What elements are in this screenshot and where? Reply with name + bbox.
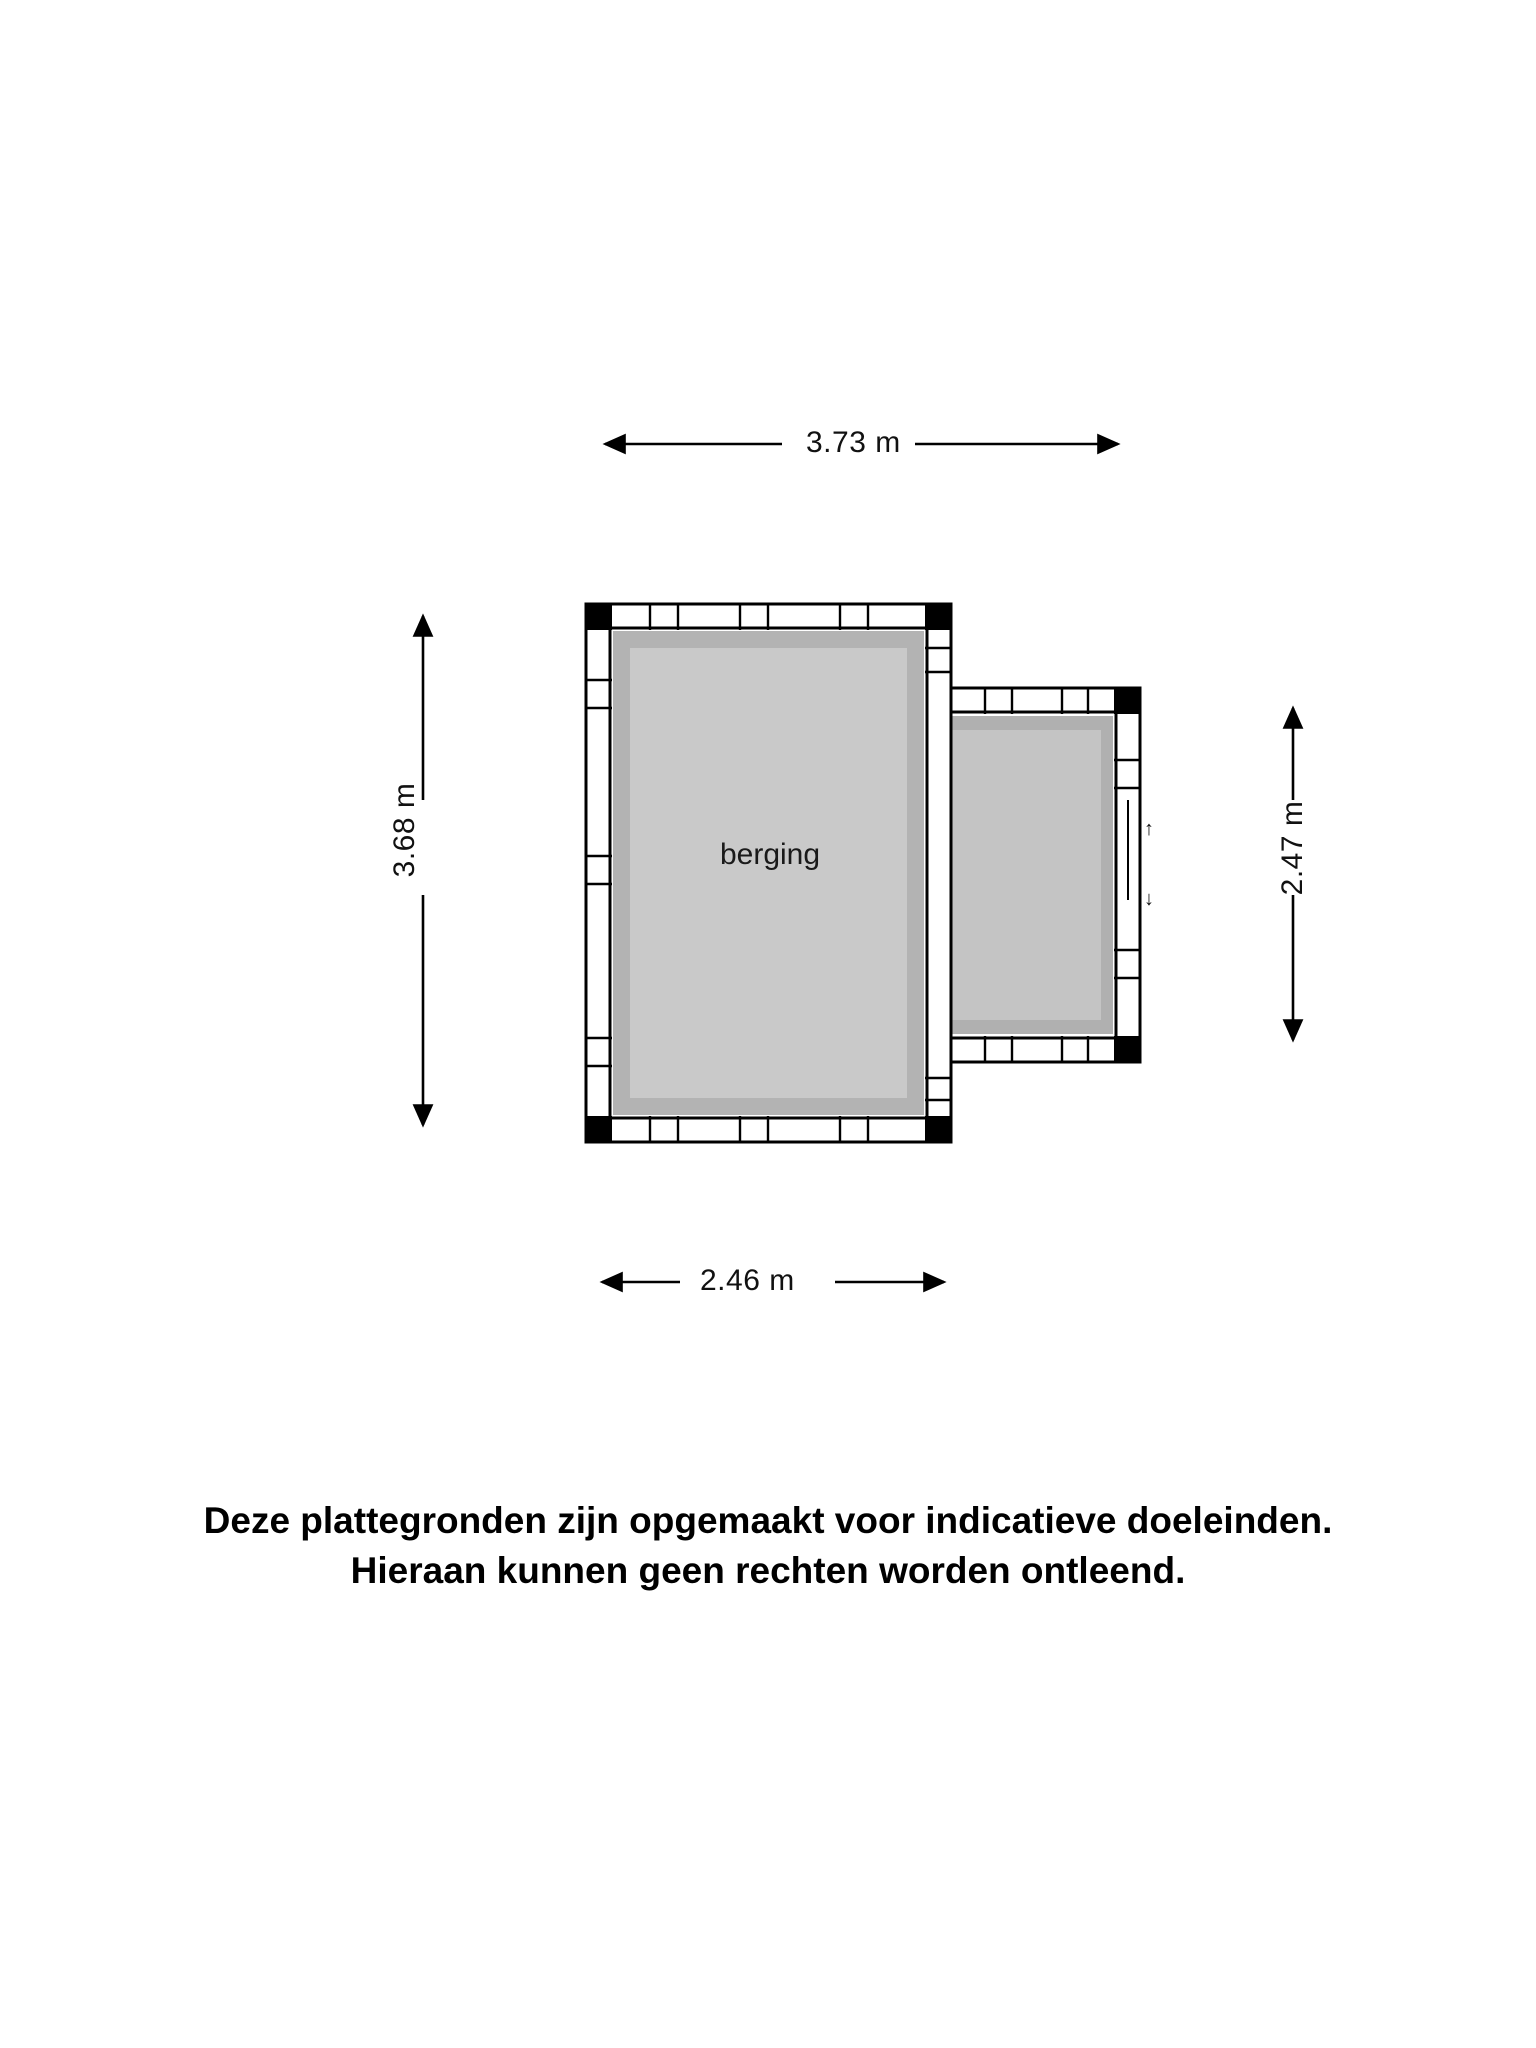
room-label-berging: berging: [719, 838, 821, 871]
main-room-berging: [586, 604, 951, 1142]
dimension-label-left: 3.68 m: [388, 782, 421, 878]
dimension-label-top: 3.73 m: [806, 426, 901, 459]
annex-room: [925, 688, 1140, 1062]
door-arrow-down-icon: ↓: [1144, 888, 1155, 910]
dimension-label-right: 2.47 m: [1276, 800, 1309, 896]
door-arrow-up-icon: ↑: [1144, 818, 1155, 840]
disclaimer-line-2: Hieraan kunnen geen rechten worden ontleend.: [350, 1549, 1186, 1591]
dimension-label-bottom: 2.46 m: [700, 1264, 795, 1297]
disclaimer-line-1: Deze plattegronden zijn opgemaakt voor indicatieve doeleinden.: [203, 1500, 1333, 1541]
disclaimer-text: [0, 1496, 1536, 1596]
